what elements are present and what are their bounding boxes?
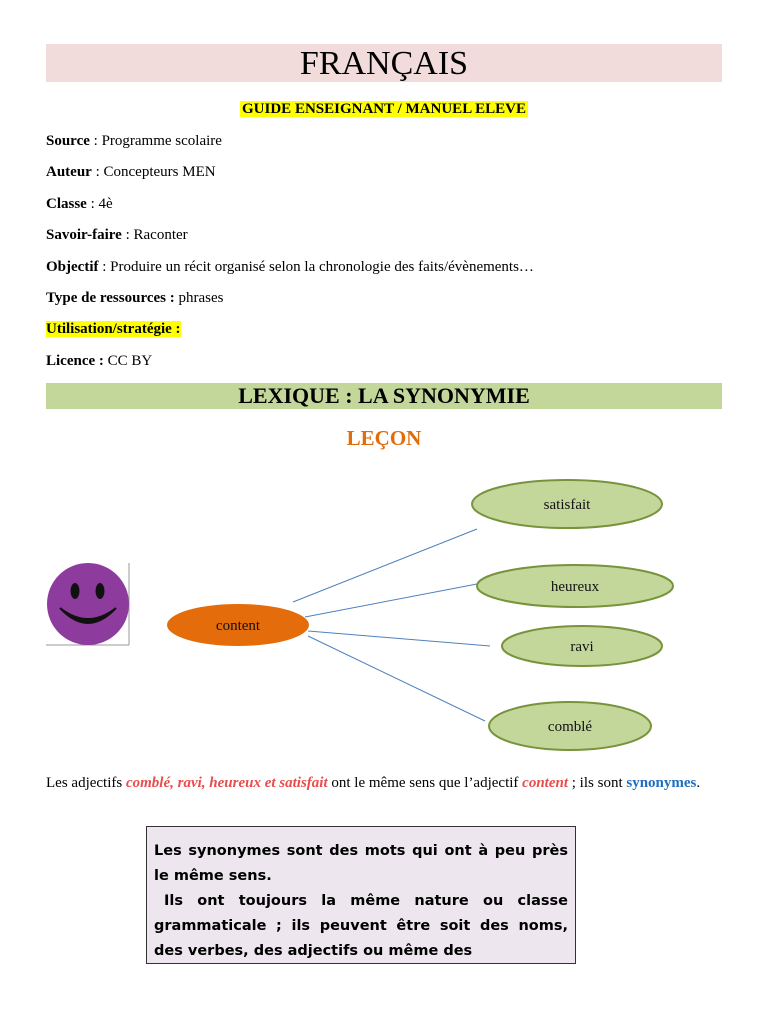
synonym-explanation: Les adjectifs comblé, ravi, heureux et satisfait ont le même sens que l’adjectif content ; ils sont synonymes.: [46, 775, 701, 791]
synonym-node-comble: [489, 702, 651, 750]
smiley-face-icon: [46, 563, 129, 645]
meta-resource-type: Type de ressources : phrases: [46, 290, 224, 306]
connector-lines: [293, 529, 490, 721]
guide-subtitle: GUIDE ENSEIGNANT / MANUEL ELEVE: [242, 101, 526, 117]
meta-license: Licence : CC BY: [46, 353, 153, 369]
center-word-label: content: [215, 618, 261, 634]
section-title: LEXIQUE : LA SYNONYMIE: [46, 383, 722, 409]
synonym-label: comblé: [547, 719, 593, 735]
meta-source: Source : Programme scolaire: [46, 133, 222, 149]
meta-strategy: Utilisation/stratégie :: [46, 321, 181, 337]
meta-skill: Savoir-faire : Raconter: [46, 227, 188, 243]
synonym-node-satisfait: [472, 480, 662, 528]
meta-author: Auteur : Concepteurs MEN: [46, 164, 216, 180]
meta-objective: Objectif : Produire un récit organisé selon la chronologie des faits/évènements…: [46, 259, 534, 275]
synonym-diagram: [0, 470, 768, 760]
definition-line: Les synonymes sont des mots qui ont à peu près le même sens.: [154, 843, 568, 884]
page-title: FRANÇAIS: [46, 44, 722, 82]
synonym-label: ravi: [570, 639, 594, 655]
definition-line: Ils ont toujours la même nature ou classe grammaticale ; ils peuvent être soit des noms, des verbes, des adjectifs ou même des: [154, 893, 568, 959]
synonym-label: heureux: [550, 579, 600, 595]
definition-box: [146, 826, 576, 964]
meta-class: Classe : 4è: [46, 196, 113, 212]
center-word-node: [167, 604, 309, 646]
synonym-label: satisfait: [543, 497, 591, 513]
synonym-node-heureux: [477, 565, 673, 607]
synonym-node-ravi: [502, 626, 662, 666]
lesson-title: LEÇON: [346, 426, 422, 450]
